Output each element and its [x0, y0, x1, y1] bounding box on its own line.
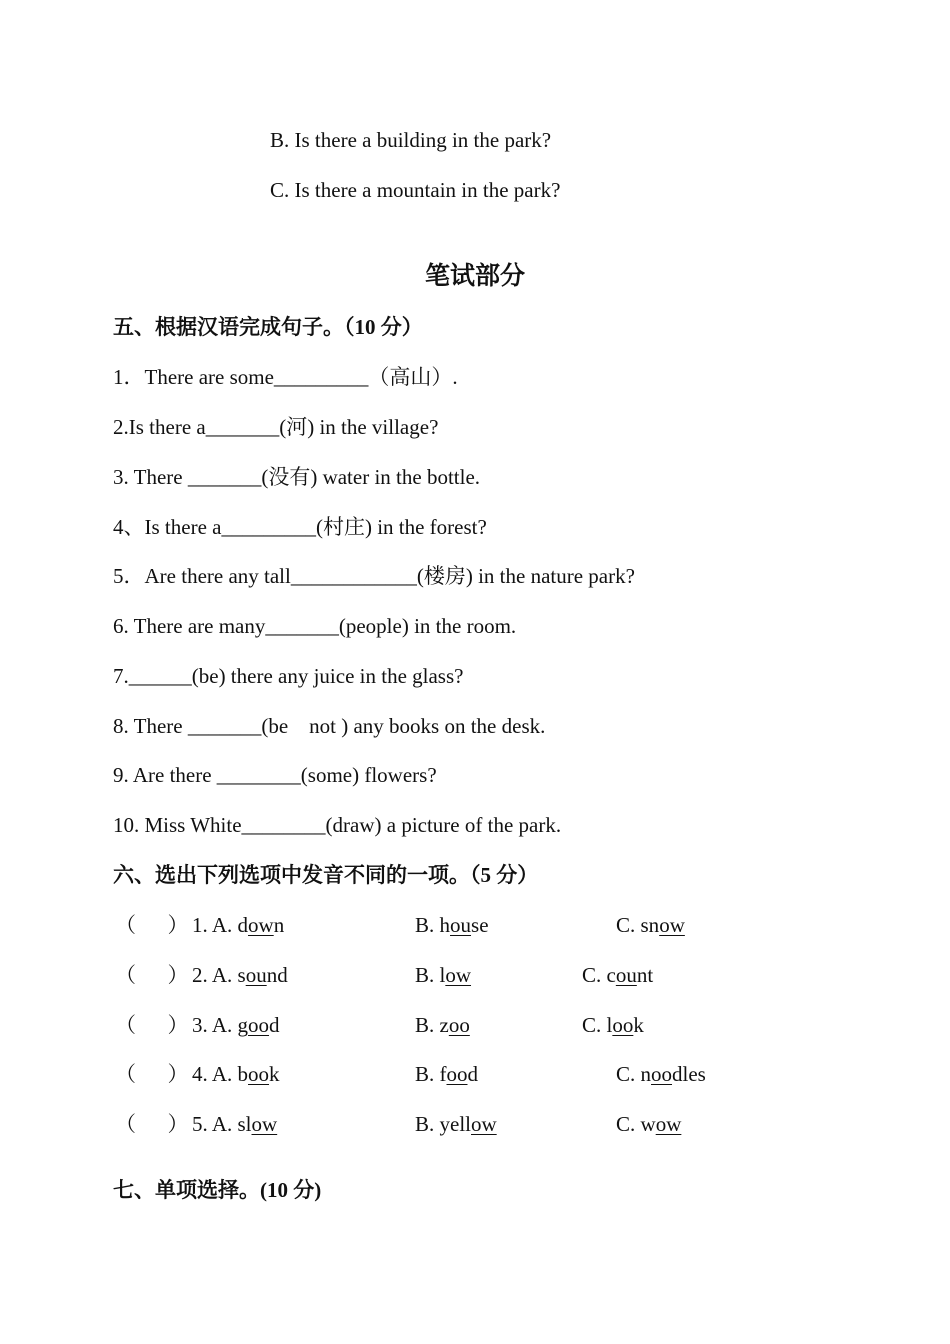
option-c: C. wow — [616, 1112, 682, 1136]
section5-item-4: 4、Is there a_________(村庄) in the forest? — [113, 515, 487, 539]
answer-paren: （ ） — [115, 1112, 189, 1136]
option-b: B. house — [415, 913, 489, 937]
section5-item-5: 5．Are there any tall____________(楼房) in the nature park? — [113, 564, 635, 588]
option-a: 5. A. slow — [192, 1112, 278, 1136]
section5-item-2: 2.Is there a_______(河) in the village? — [113, 415, 439, 439]
option-b: B. food — [415, 1062, 478, 1086]
section5-heading: 五、根据汉语完成句子。（10 分） — [113, 315, 423, 339]
option-c: C. noodles — [616, 1062, 706, 1086]
listening-option-b: B. Is there a building in the park? — [270, 128, 552, 152]
answer-paren: （ ） — [115, 1062, 189, 1086]
listening-option-c: C. Is there a mountain in the park? — [270, 178, 561, 202]
option-b: B. zoo — [415, 1013, 470, 1037]
answer-paren: （ ） — [115, 1013, 189, 1037]
option-a: 3. A. good — [192, 1013, 280, 1037]
option-c: C. snow — [616, 913, 685, 937]
section5-item-7: 7.______(be) there any juice in the glass? — [113, 664, 464, 688]
option-c: C. look — [582, 1013, 644, 1037]
section5-item-10: 10. Miss White________(draw) a picture of the park. — [113, 813, 562, 837]
answer-paren: （ ） — [115, 963, 189, 987]
option-a: 2. A. sound — [192, 963, 288, 987]
section5-item-6: 6. There are many_______(people) in the room. — [113, 614, 517, 638]
written-part-title: 笔试部分 — [424, 263, 525, 290]
option-a: 4. A. book — [192, 1062, 280, 1086]
section5-item-1: 1．There are some_________（高山）. — [113, 365, 458, 389]
option-c: C. count — [582, 963, 654, 987]
section6-heading: 六、选出下列选项中发音不同的一项。（5 分） — [113, 863, 539, 887]
option-b: B. yellow — [415, 1112, 497, 1136]
section5-item-3: 3. There _______(没有) water in the bottle. — [113, 465, 481, 489]
section7-heading: 七、单项选择。(10 分) — [113, 1178, 322, 1202]
section5-item-8: 8. There _______(be not ) any books on the desk. — [113, 714, 546, 738]
option-b: B. low — [415, 963, 472, 987]
section5-item-9: 9. Are there ________(some) flowers? — [113, 763, 437, 787]
answer-paren: （ ） — [115, 913, 189, 937]
option-a: 1. A. down — [192, 913, 285, 937]
